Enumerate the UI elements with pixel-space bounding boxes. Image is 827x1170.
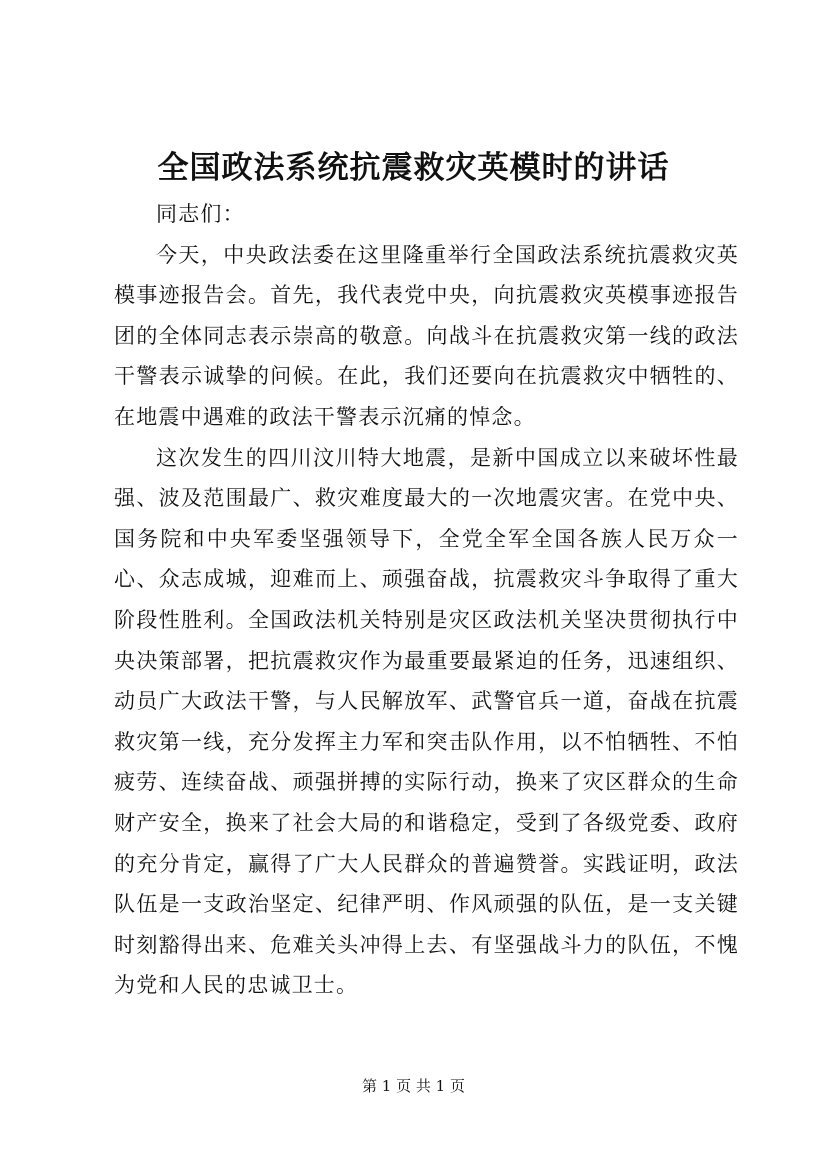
document-body bbox=[114, 194, 739, 1006]
document-title: 全国政法系统抗震救灾英模时的讲话 bbox=[157, 150, 670, 186]
salutation: 同志们： bbox=[156, 202, 245, 226]
paragraph-1: 今天，中央政法委在这里隆重举行全国政法系统抗震救灾英模事迹报告会。首先，我代表党中央，向抗震救灾英模事迹报告团的全体同志表示崇高的敬意。向战斗在抗震救灾第一线的政法干警表示诚挚的问候。在此，我们还要向在抗震救灾中牺牲的、在地震中遇难的政法干警表示沉痛的悼念。 bbox=[114, 242, 739, 429]
paragraph-2: 这次发生的四川汶川特大地震，是新中国成立以来破坏性最强、波及范围最广、救灾难度最大的一次地震灾害。在党中央、国务院和中央军委坚强领导下，全党全军全国各族人民万众一心、众志成城，迎难而上、顽强奋战，抗震救灾斗争取得了重大阶段性胜利。全国政法机关特别是灾区政法机关坚决贯彻执行中央决策部署，把抗震救灾作为最重要最紧迫的任务，迅速组织、动员广大政法干警，与人民解放军、武警官兵一道，奋战在抗震救灾第一线，充分发挥主力军和突击队作用，以不怕牺牲、不怕疲劳、连续奋战、顽强拼搏的实际行动，换来了灾区群众的生命财产安全，换来了社会大局的和谐稳定，受到了各级党委、政府的充分肯定，赢得了广大人民群众的普遍赞誉。实践证明，政法队伍是一支政治坚定、纪律严明、作风顽强的队伍，是一支关键时刻豁得出来、危难关头冲得上去、有坚强战斗力的队伍，不愧为党和人民的忠诚卫士。 bbox=[114, 445, 739, 998]
page-number-label: 第 1 页 共 1 页 bbox=[362, 1077, 465, 1095]
page-footer bbox=[0, 1076, 827, 1096]
